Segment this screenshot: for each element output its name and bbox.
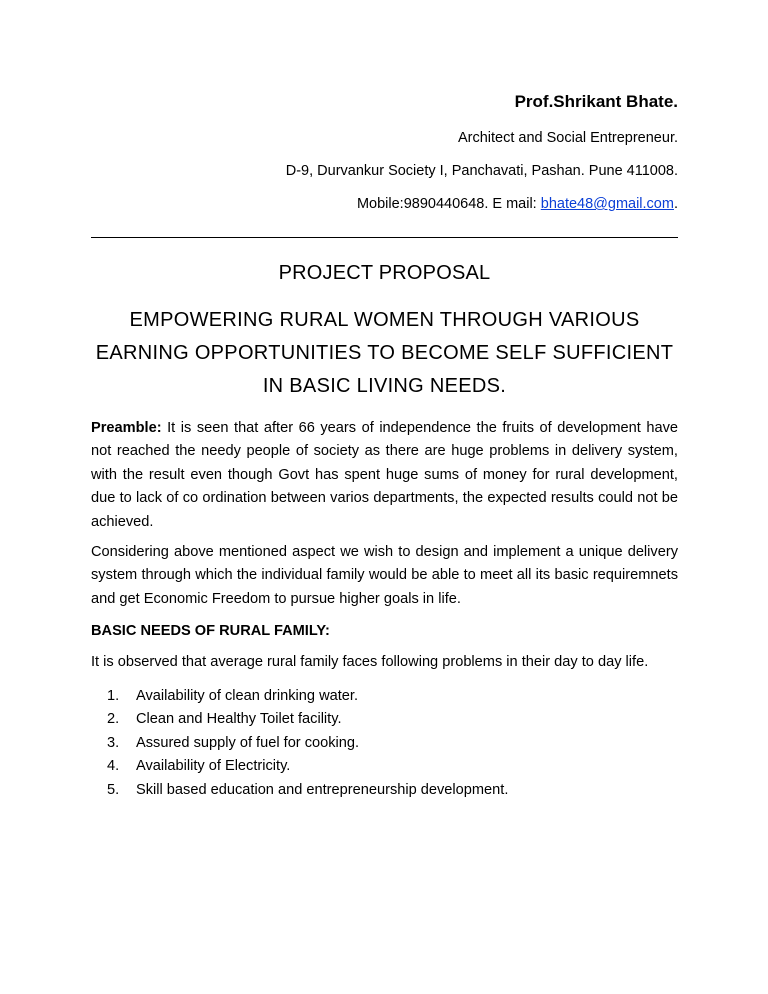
- proposal-label: PROJECT PROPOSAL: [278, 262, 491, 284]
- list-item-number: 5.: [107, 781, 120, 798]
- basic-needs-heading: BASIC NEEDS OF RURAL FAMILY:: [91, 623, 330, 640]
- list-item: [107, 685, 678, 708]
- list-item-text: Availability of clean drinking water.: [136, 688, 358, 705]
- author-address: D-9, Durvankur Society I, Panchavati, Pashan. Pune 411008.: [285, 163, 678, 179]
- preamble-label: Preamble:: [91, 420, 162, 436]
- delivery-system-paragraph: Considering above mentioned aspect we wish to design and implement a unique delivery system through which the individual family would be able to meet all its basic requiremnets and get Economic Freedom to pursue higher goals in life.: [91, 544, 678, 607]
- list-item-number: 4.: [107, 758, 120, 775]
- list-item-text: Assured supply of fuel for cooking.: [136, 734, 360, 751]
- document-page: [91, 90, 678, 802]
- author-contact: [91, 194, 678, 214]
- basic-needs-intro: It is observed that average rural family faces following problems in their day to day life.: [91, 653, 649, 670]
- email-link[interactable]: bhate48@gmail.com: [540, 196, 674, 212]
- list-item-text: Availability of Electricity.: [136, 758, 291, 775]
- author-role: Architect and Social Entrepreneur.: [457, 130, 678, 146]
- title-line-3: IN BASIC LIVING NEEDS.: [262, 375, 507, 397]
- contact-suffix: .: [673, 196, 678, 212]
- list-item: [107, 708, 678, 731]
- preamble-text: It is seen that after 66 years of independence the fruits of development have not reached the needy people of society as there are huge problems in delivery system, with the result even though Govt has spent huge sums of money for rural development, due to lack of co ordination between varios departments, the expected results could not be achieved.: [91, 420, 678, 530]
- list-item-number: 1.: [107, 688, 120, 705]
- title-line-1: EMPOWERING RURAL WOMEN THROUGH VARIOUS: [129, 309, 640, 331]
- author-name: Prof.Shrikant Bhate.: [514, 92, 678, 111]
- document-title: [91, 304, 678, 403]
- list-item: [107, 732, 678, 755]
- basic-needs-list: [91, 685, 678, 802]
- list-item-text: Skill based education and entrepreneurship development.: [136, 781, 509, 798]
- preamble-paragraph: [91, 417, 678, 534]
- list-item-text: Clean and Healthy Toilet facility.: [136, 711, 342, 728]
- title-line-2: EARNING OPPORTUNITIES TO BECOME SELF SUFFICIENT: [95, 342, 674, 364]
- list-item: [107, 755, 678, 778]
- list-item-number: 3.: [107, 734, 120, 751]
- list-item-number: 2.: [107, 711, 120, 728]
- list-item: [107, 779, 678, 802]
- header-divider: [91, 237, 678, 238]
- contact-mobile: Mobile:9890440648. E mail:: [356, 196, 541, 212]
- letterhead: [91, 90, 678, 214]
